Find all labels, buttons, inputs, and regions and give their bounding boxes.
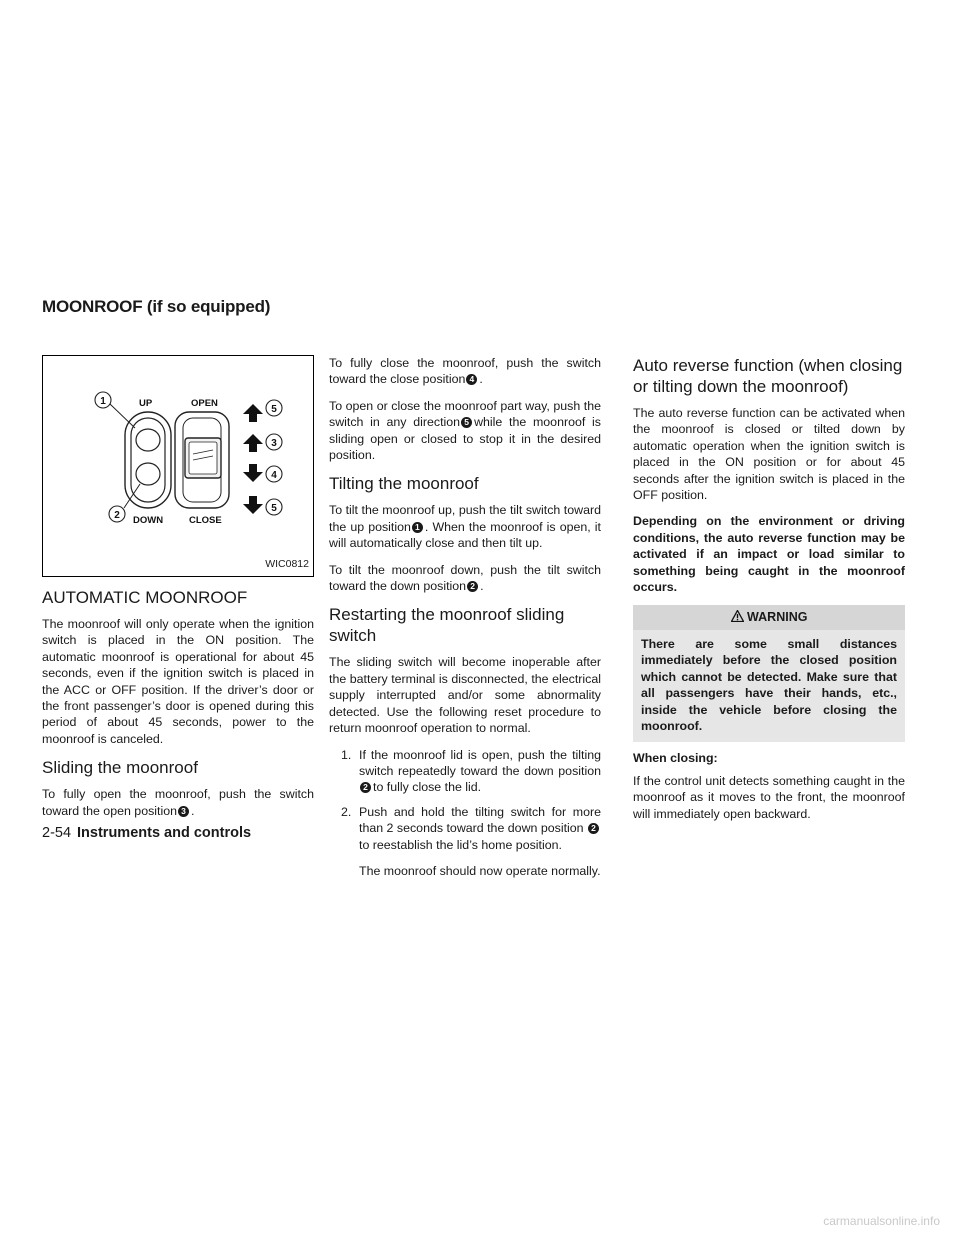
heading-automatic-moonroof: AUTOMATIC MOONROOF xyxy=(42,588,248,607)
tilt-down-arrow-icon xyxy=(243,464,263,482)
close-end: . xyxy=(479,372,483,387)
reset-step xyxy=(329,804,601,853)
step-number: 2. xyxy=(341,804,352,819)
tilt-up-paragraph xyxy=(329,502,601,551)
callout-2: 2 xyxy=(114,510,120,521)
close-arrow-icon xyxy=(243,496,263,514)
callout-4: 4 xyxy=(271,470,277,481)
step-number: 1. xyxy=(341,747,352,762)
heading-restarting: Restarting the moonroof sliding switch xyxy=(329,605,565,646)
tilt-down-button xyxy=(136,463,160,485)
tilt-up-arrow-icon xyxy=(243,434,263,452)
tilt-up-text-a: To tilt the moonroof up, push the tilt switch toward the up position xyxy=(329,503,601,534)
warning-text: There are some small distances immediately before the closed position which cannot be detected. Make sure that all passengers have their hands, etc., inside the vehicle before closing the moonroof. xyxy=(641,636,897,733)
reset-steps-list xyxy=(329,747,601,853)
label-up: UP xyxy=(139,398,153,409)
moonroof-switch-figure xyxy=(42,355,314,577)
section-title: MOONROOF (if so equipped) xyxy=(42,297,271,316)
label-open: OPEN xyxy=(191,398,218,409)
ref-circle-2: 2 xyxy=(588,823,599,834)
ref-circle-2: 2 xyxy=(360,782,371,793)
restart-paragraph: The sliding switch will become inoperable after the battery terminal is disconnected, the electrical supply interrupted and/or some abnormality detected. Use the following reset procedure to return moonroof operation to normal. xyxy=(329,655,601,736)
chapter-title: Instruments and controls xyxy=(77,825,252,841)
when-closing-label: When closing: xyxy=(633,751,718,766)
tilt-down-text-a: To tilt the moonroof down, push the tilt switch toward the down position xyxy=(329,562,601,594)
step-2-text-b: to reestablish the lid’s home position. xyxy=(359,837,562,852)
close-text: To fully close the moonroof, push the switch toward the close position xyxy=(329,356,601,387)
ref-circle-1: 1 xyxy=(412,522,423,533)
warning-box xyxy=(633,605,905,742)
callout-3: 3 xyxy=(271,438,277,449)
watermark: carmanualsonline.info xyxy=(823,1214,940,1228)
ref-circle-4: 4 xyxy=(466,374,477,385)
column-3 xyxy=(633,355,905,832)
callout-1: 1 xyxy=(100,396,106,407)
heading-auto-reverse: Auto reverse function (when closing or tilting down the moonroof) xyxy=(633,356,903,396)
page-footer xyxy=(42,825,251,841)
ref-circle-3: 3 xyxy=(178,806,189,817)
label-down: DOWN xyxy=(133,515,164,526)
column-2 xyxy=(329,355,601,889)
sliding-paragraph xyxy=(42,786,314,819)
close-paragraph xyxy=(329,355,601,388)
tilt-down-text-b: . xyxy=(480,579,484,594)
callout-5a: 5 xyxy=(271,404,277,415)
tilt-up-button xyxy=(136,429,160,451)
heading-sliding: Sliding the moonroof xyxy=(42,758,198,778)
step-1-text-a: If the moonroof lid is open, push the tilting switch repeatedly toward the down position xyxy=(359,747,601,778)
partway-paragraph xyxy=(329,398,601,464)
when-closing-paragraph: If the control unit detects something caught in the moonroof as it moves to the front, the moonroof will immediately open backward. xyxy=(633,773,905,821)
sliding-text: To fully open the moonroof, push the switch toward the open position xyxy=(42,787,314,818)
heading-tilting: Tilting the moonroof xyxy=(329,474,479,494)
intro-paragraph: The moonroof will only operate when the ignition switch is placed in the ON position. The automatic moonroof is operational for about 45 seconds, even if the ignition switch is placed in the ACC or OFF position. If the driver’s door or the front passenger’s door is opened during this period of about 45 seconds, power to the moonroof is canceled. xyxy=(42,617,314,746)
tilt-up-text-b: . When the moonroof is open, it will automatically close and then tilt up. xyxy=(329,519,601,551)
partway-text-b: while the moonroof is sliding open or closed to stop it in the desired position. xyxy=(329,415,601,463)
ref-circle-2: 2 xyxy=(467,581,478,592)
auto-reverse-bold-paragraph: Depending on the environment or driving conditions, the auto reverse function may be activated if an impact or load similar to something being caught in the moonroof occurs. xyxy=(633,514,905,595)
warning-title: WARNING xyxy=(747,610,808,625)
reset-step xyxy=(329,747,601,796)
step-1-text-b: to fully close the lid. xyxy=(373,780,482,795)
figure-code: WIC0812 xyxy=(265,557,309,570)
step-2-text-a: Push and hold the tilting switch for more than 2 seconds toward the down position xyxy=(359,804,601,836)
callout-5b: 5 xyxy=(271,503,277,514)
open-arrow-icon xyxy=(243,404,263,422)
leader-line-1 xyxy=(110,404,135,428)
page-number: 2-54 xyxy=(42,825,72,841)
final-note: The moonroof should now operate normally. xyxy=(359,863,601,878)
warning-icon xyxy=(731,610,744,622)
tilt-down-paragraph xyxy=(329,562,601,595)
auto-reverse-paragraph: The auto reverse function can be activated when the moonroof is closed or tilted down by automatic operation when the ignition switch is placed in the ON position or for about 45 seconds after the ignition switch is placed in the OFF position. xyxy=(633,406,905,503)
column-1 xyxy=(42,355,314,829)
warning-header xyxy=(633,605,905,629)
ref-circle-5: 5 xyxy=(461,417,472,428)
sliding-end: . xyxy=(191,803,195,818)
partway-text-a: To open or close the moonroof part way, push the switch in any direction xyxy=(329,398,601,430)
label-close: CLOSE xyxy=(189,515,222,526)
moonroof-switch-diagram xyxy=(43,356,315,578)
